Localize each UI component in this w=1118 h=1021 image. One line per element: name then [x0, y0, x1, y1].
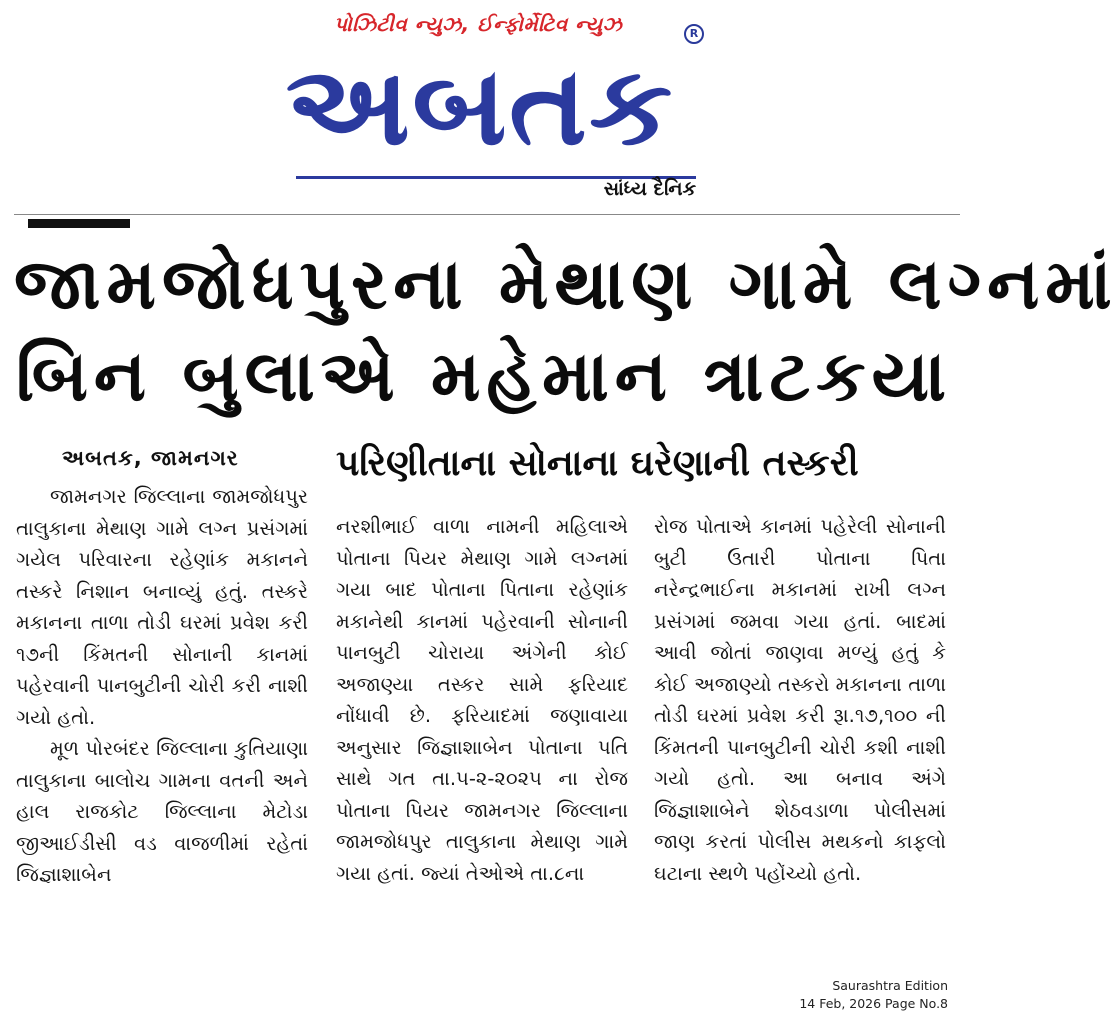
- column-1-paragraph-2: મૂળ પોરબંદર જિલ્લાના કુતિયાણા તાલુકાના બાલોચ ગામના વતની અને હાલ રાજકોટ જિલ્લાના મેટોડા જીઆઈડીસી વડ વાજળીમાં રહેતાં જિજ્ઞાશાબેન: [16, 737, 308, 886]
- article-headline: [14, 238, 1118, 422]
- section-marker-bar: [28, 219, 130, 228]
- header-divider: [14, 214, 960, 215]
- footer-edition: Saurashtra Edition: [832, 978, 948, 993]
- headline-line-1: જામજોધપુરના મેથાણ ગામે લગ્નમાં: [14, 243, 1118, 325]
- masthead-tagline: પોઝિટીવ ન્યુઝ, ઈન્ફોર્મેટિવ ન્યુઝ: [333, 12, 623, 36]
- masthead: [0, 0, 960, 215]
- newspaper-logo: અબતક: [285, 42, 675, 170]
- column-1-paragraph-1: જામનગર જિલ્લાના જામજોધપુર તાલુકાના મેથાણ ગામે લગ્ન પ્રસંગમાં ગયેલ પરિવારના રહેણાંક મકાનને તસ્કરે નિશાન બનાવ્યું હતું. તસ્કરે મકાનના તાળા તોડી ઘરમાં પ્રવેશ કરી ૧૭ની કિંમતની સોનાની કાનમાં પહેરવાની પાનબુટીની ચોરી કરી નાશી ગયો હતો.: [16, 485, 308, 729]
- footer-date-page: 14 Feb, 2026 Page No.8: [799, 996, 948, 1011]
- article-sub-headline: પરિણીતાના સોનાના ઘરેણાની તસ્કરી: [336, 443, 859, 484]
- page-footer: [748, 977, 948, 1013]
- column-3-paragraph-1: રોજ પોતાએ કાનમાં પહેરેલી સોનાની બુટી ઉતારી પોતાના પિતા નરેન્દ્રભાઈના મકાનમાં રાખી લગ્ન પ્રસંગમાં જમવા ગયા હતાં. બાદમાં આવી જોતાં જાણવા મળ્યું હતું કે કોઈ અજાણ્યો તસ્કરો મકાનના તાળા તોડી ઘરમાં પ્રવેશ કરી રૂા.૧૭,૧૦૦ ની કિંમતની પાનબુટીની ચોરી કશી નાશી ગયો હતો. આ બનાવ અંગે જિજ્ઞાશાબેને શેઠવડાળા પોલીસમાં જાણ કરતાં પોલીસ મથકનો કાફલો ઘટાના સ્થળે પહોંચ્યો હતો.: [654, 515, 946, 885]
- registered-trademark-icon: R: [684, 24, 704, 44]
- article-column-3: [654, 511, 946, 889]
- edition-label: સાંધ્ય દૈનિક: [603, 178, 696, 200]
- column-2-paragraph-1: નરશીભાઈ વાળા નામની મહિલાએ પોતાના પિયર મેથાણ ગામે લગ્નમાં ગયા બાદ પોતાના પિતાના રહેણાંક મકાનેથી કાનમાં પહેરવાની સોનાની પાનબુટી ચોરાયા અંગેની કોઈ અજાણ્યા તસ્કર સામે ફરિયાદ નોંધાવી છે. ફરિયાદમાં જણાવાયા અનુસાર જિજ્ઞાશાબેન પોતાના પતિ સાથે ગત તા.૫-૨-૨૦૨૫ ના રોજ પોતાના પિયર જામનગર જિલ્લાના જામજોધપુર તાલુકાના મેથાણ ગામે ગયા હતાં. જ્યાં તેઓએ તા.૮ના: [336, 515, 628, 885]
- article-column-1: [16, 481, 308, 891]
- article-column-2: [336, 511, 628, 889]
- article-dateline: અબતક, જામનગર: [62, 446, 239, 470]
- headline-line-2: બિન બુલાએ મહેમાન ત્રાટકયા: [15, 335, 953, 417]
